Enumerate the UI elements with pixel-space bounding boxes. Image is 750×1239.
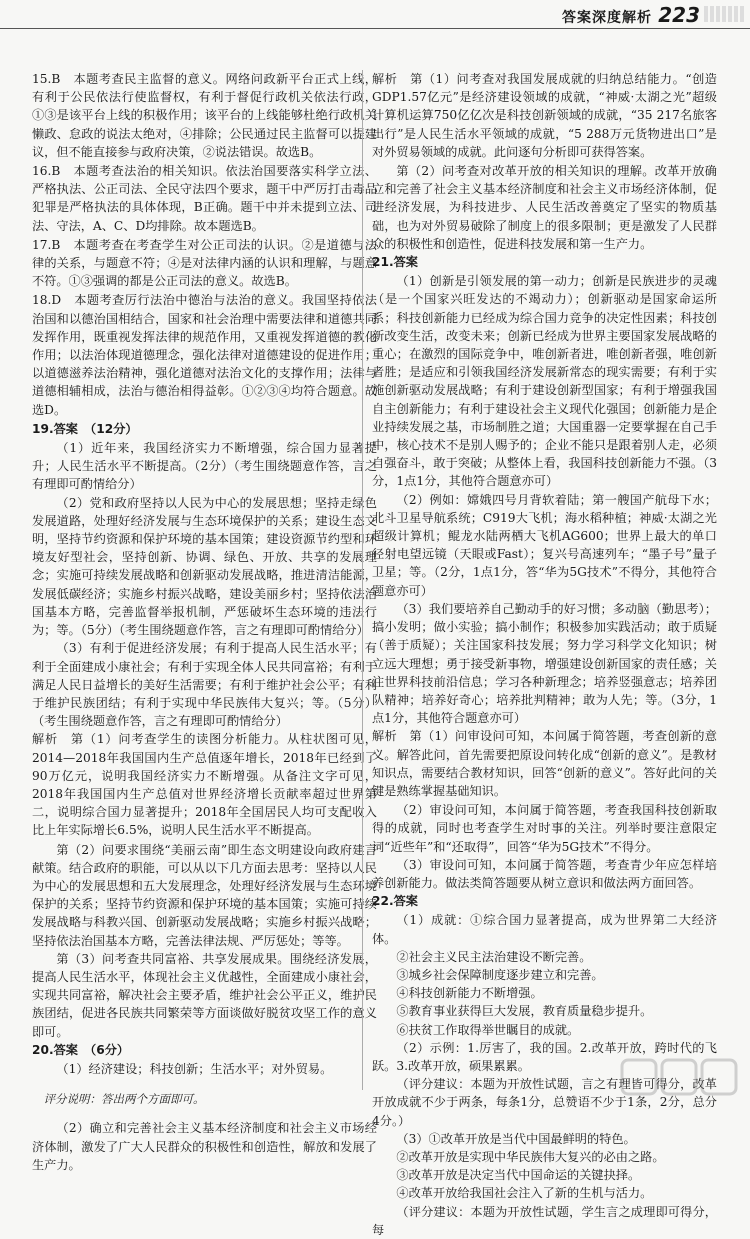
answer-19-part2: （2）党和政府坚持以人民为中心的发展思想；坚持走绿色发展道路，处理好经济发展与生态环境保护的关系；建设生态文明，坚持节约资源和保护环境的基本国策；建设资源节约型和环境友好型社会，坚持创新、协调、绿色、开放、共享的发展理念；实施可持续发展战略和创新驱动发展战略，推进清洁能源，发展低碳经济；实施乡村振兴战略，建设美丽乡村；坚持依法治国基本方略，完善监督举报机制，严惩破坏生态环境的违法行为；等。（5分）（考生围绕题意作答，言之有理即可酌情给分） bbox=[32, 495, 377, 638]
answer-20-head: 20.答案 （6分） bbox=[32, 1042, 130, 1057]
answer-15: 15.B 本题考查民主监督的意义。网络问政新平台正式上线，有利于公民依法行使监督权，有利于督促行政机关依法行政，①③是该平台上线的积极作用；该平台的上线能够杜绝行政机关懒政、怠政的说法太绝对，④排除；公民通过民主监督可以提建议，但不能直接参与政府决策，②说法错误。故选B。 bbox=[32, 72, 377, 159]
analysis-19-part2: 第（2）问要求围绕“美丽云南”即生态文明建设向政府建言献策。结合政府的职能，可以从以下几方面去思考：坚持以人民为中心的发展思想和五大发展理念，处理好经济发展与生态环境保护的关系；坚持节约资源和保护环境的基本国策；实施可持续发展战略与科教兴国、创新驱动发展战略；实施乡村振兴战略；坚持依法治国基本方略，完善法律法规、严厉惩处；等等。 bbox=[32, 842, 377, 948]
analysis-21-part3: （3）审设问可知，本问属于简答题，考查青少年应怎样培养创新能力。做法类简答题要从树立意识和做法两方面回答。 bbox=[372, 857, 717, 890]
analysis-20-part1: 解析 第（1）问考查对我国发展成就的归纳总结能力。“创造GDP1.57亿元”是经济建设领域的成就，“神威·太湖之光”超级计算机运算750亿亿次是科技创新领域的成就，“35 217名旅客出行”是人民生活水平领域的成就，“5 288万元货物进出口”是对外贸易领域的成就。此问逐句分析即可获得答案。 bbox=[372, 72, 717, 159]
answer-22-part3-note: （评分建议：本题为开放性试题，学生言之成理即可得分，每 bbox=[372, 1204, 717, 1237]
answer-22-item: ②社会主义民主法治建设不断完善。 bbox=[396, 949, 592, 964]
answer-17: 17.B 本题考查在考查学生对公正司法的认识。②是道德与法律的关系，与题意不符；④是对法律内涵的认识和理解，与题意不符。①③强调的都是公正司法的意义。故选B。 bbox=[32, 237, 377, 289]
answer-22-part2-note: （评分建议：本题为开放性试题，言之有理皆可得分，改革开放成就不少于两条，每条1分，总赞语不少于1条，2分，总分4分。） bbox=[372, 1077, 717, 1128]
watermark-logo bbox=[620, 1056, 740, 1100]
answer-22-part3-item: ③改革开放是决定当代中国命运的关键抉择。 bbox=[396, 1168, 641, 1183]
answer-21-part1: （1）创新是引领发展的第一动力；创新是民族进步的灵魂（是一个国家兴旺发达的不竭动力）；创新驱动是国家命运所系；科技创新能力已经成为综合国力竞争的决定性因素；科技创新改变生活，改变未来；创新已经成为世界主要国家发展战略的重心；在激烈的国际竞争中，唯创新者进，唯创新者强，唯创新者胜；是适应和引领我国经济发展新常态的现实需要；有利于实施创新驱动发展战略；有利于建设创新型国家；有利于增强我国自主创新能力；有利于建设社会主义现代化强国；创新能力是企业持续发展之基，市场制胜之道；大国重器一定要掌握在自己手中，核心技术不是别人赐予的；企业不能只是跟着别人走，必须自强奋斗，敢于突破；从整体上看，我国科技创新能力不强。（3分，1点1分，其他符合题意亦可） bbox=[372, 274, 717, 489]
analysis-20-part2: 第（2）问考查对改革开放的相关知识的理解。改革开放确立和完善了社会主义基本经济制度和社会主义市场经济体制，促进经济发展，为科技进步、人民生活改善奠定了坚实的物质基础，也为对外贸易破除了制度上的很多限制；更是激发了人民群众的积极性和创造性，促进科技发展和第一生产力。 bbox=[372, 164, 717, 251]
answer-19-part3: （3）有利于促进经济发展；有利于提高人民生活水平；有利于全面建成小康社会；有利于实现全体人民共同富裕；有利于满足人民日益增长的美好生活需要；有利于维护社会公平；有利于维护民族团结；有利于实现中华民族伟大复兴；等。（5分）（考生围绕题意作答，言之有理即可酌情给分） bbox=[32, 641, 377, 729]
answer-22-part3: （3）①改革开放是当代中国最鲜明的特色。 bbox=[396, 1131, 636, 1146]
answer-22-item: ④科技创新能力不断增强。 bbox=[396, 986, 543, 1001]
answer-22-item: ③城乡社会保障制度逐步建立和完善。 bbox=[396, 967, 604, 982]
answer-22-item: ⑥扶贫工作取得举世瞩目的成就。 bbox=[396, 1022, 580, 1037]
analysis-21-part1: 解析 第（1）问审设问可知，本问属于简答题，考查创新的意义。解答此问，首先需要把原设问转化成“创新的意义”。是教材知识点，需要结合教材知识，回答“创新的意义”。答好此问的关键是熟练掌握基础知识。 bbox=[372, 729, 717, 798]
left-column bbox=[32, 70, 377, 1174]
answer-22-head: 22.答案 bbox=[372, 894, 418, 909]
answer-19-head: 19.答案 （12分） bbox=[32, 421, 138, 436]
answer-22-item: ⑤教育事业获得巨大发展，教育质量稳步提升。 bbox=[396, 1004, 653, 1019]
answer-21-part3: （3）我们要培养自己勤动手的好习惯；多动脑（勤思考）；搞小发明；做小实验；搞小制作；积极参加实践活动；敢于质疑（善于质疑）；关注国家科技发展；努力学习科学文化知识；树立远大理想；勇于接受新事物，增强建设创新国家的责任感；关注世界科技前沿信息；学习各种新理念；培养竖强意志；培养团队精神；培养好奇心；培养批判精神；敢为人先；等。（3分，1点1分，其他符合题意亦可） bbox=[372, 601, 717, 726]
page-number: 223 bbox=[658, 3, 700, 27]
page-header bbox=[0, 0, 750, 29]
answer-22-part1: （1）成就：①综合国力显著提高，成为世界第二大经济体。 bbox=[372, 913, 717, 946]
answer-22-part3-item: ②改革开放是实现中华民族伟大复兴的必由之路。 bbox=[396, 1149, 665, 1164]
header-label: 答案深度解析 bbox=[562, 10, 652, 26]
answer-22-part2: （2）示例：1.厉害了，我的国。2.改革开放，跨时代的飞跃。3.改革开放，硕果累累。 bbox=[372, 1040, 717, 1073]
answer-19-part1: （1）近年来，我国经济实力不断增强，综合国力显著提升；人民生活水平不断提高。（2分）（考生围绕题意作答，言之有理即可酌情给分） bbox=[32, 441, 377, 492]
answer-20-note: 评分说明：答出两个方面即可。 bbox=[43, 1091, 205, 1106]
analysis-19-part3: 第（3）问考查共同富裕、共享发展成果。围绕经济发展，提高人民生活水平，体现社会主义优越性，全面建成小康社会，实现共同富裕，解决社会主要矛盾，维护社会公平正义，维护民族团结，促进各民族共同繁荣等方面谈做好脱贫攻坚工作的意义即可。 bbox=[32, 951, 377, 1039]
answer-21-head: 21.答案 bbox=[372, 255, 418, 270]
answer-20-part1: （1）经济建设；科技创新；生活水平；对外贸易。 bbox=[56, 1061, 333, 1076]
answer-20-part2: （2）确立和完善社会主义基本经济制度和社会主义市场经济体制，激发了广大人民群众的积极性和创造性，解放和发展了生产力。 bbox=[32, 1121, 377, 1172]
answer-18: 18.D 本题考查厉行法治中德治与法治的意义。我国坚持依法治国和以德治国相结合，国家和社会治理中需要法律和道德共同发挥作用，既重视发挥法律的规范作用，又重视发挥道德的教化作用；以法治体现道德理念，强化法律对道德建设的促进作用；以道德滋养法治精神，强化道德对法治文化的支撑作用；法律与道德相辅相成，法治与德治相得益彰。①②③④均符合题意。故选D。 bbox=[32, 293, 377, 417]
column-divider bbox=[362, 70, 363, 1090]
answer-22-part3-item: ④改革开放给我国社会注入了新的生机与活力。 bbox=[396, 1186, 653, 1201]
header-decoration bbox=[704, 6, 746, 22]
answer-16: 16.B 本题考查法治的相关知识。依法治国要落实科学立法、严格执法、公正司法、全民守法四个要求，题干中严厉打击毒品犯罪是严格执法的具体体现，B正确。题干中并未提到立法、司法、守法，A、C、D均排除。故本题选B。 bbox=[32, 164, 377, 233]
analysis-19-part1: 解析 第（1）问考查学生的读图分析能力。从柱状图可见，2014—2018年我国国内生产总值逐年增长，2018年已经到了90万亿元，说明我国经济实力不断增强。从备注文字可见，2018年我国国内生产总值对世界经济增长贡献率超过世界第二，说明综合国力显著提升；2018年全国居民人均可支配收入比上年实际增长6.5%，说明人民生活水平不断提高。 bbox=[32, 732, 377, 838]
answer-21-part2: （2）例如：嫦娥四号月背软着陆；第一艘国产航母下水；北斗卫星导航系统；C919大飞机；海水稻种植；神威·太湖之光超级计算机；鲲龙水陆两栖大飞机AG600；世界上最大的单口径射电望远镜（天眼或Fast）；复兴号高速列车；“墨子号”量子卫星；等。（2分，1点1分，答“华为5G技术”不得分，其他符合题意亦可） bbox=[372, 492, 717, 598]
analysis-21-part2: （2）审设问可知，本问属于简答题，考查我国科技创新取得的成就，同时也考查学生对时事的关注。列举时要注意限定词“近些年”和“还取得”，回答“华为5G技术”不得分。 bbox=[372, 803, 717, 854]
